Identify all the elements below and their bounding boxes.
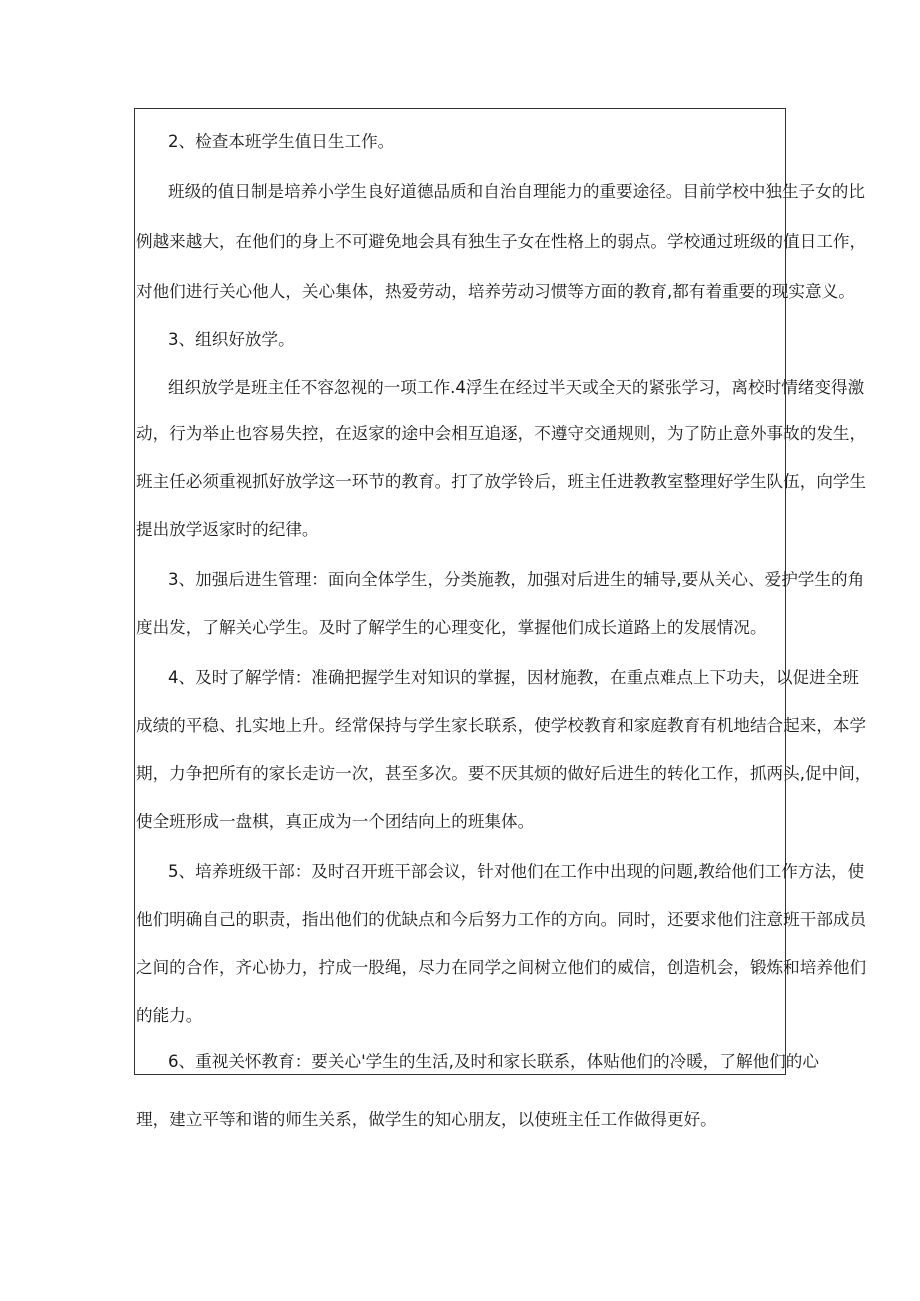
paragraph-line: 的能力。 (136, 1006, 203, 1025)
paragraph-line: 班主任必须重视抓好放学这一环节的教育。打了放学铃后，班主任进教教室整理好学生队伍，向学生 (136, 472, 867, 491)
paragraph-line: 3、加强后进生管理：面向全体学生，分类施教，加强对后进生的辅导,要从关心、爱护学生的角 (168, 570, 865, 589)
paragraph-line: 提出放学返家时的纪律。 (136, 520, 319, 539)
heading-duty-check: 2、检查本班学生值日生工作。 (168, 132, 395, 151)
paragraph-line: 期，力争把所有的家长走访一次，甚至多次。要不厌其烦的做好后进生的转化工作，抓两头,促中间， (136, 764, 872, 783)
paragraph-line: 度出发，了解关心学生。及时了解学生的心理变化，掌握他们成长道路上的发展情况。 (136, 618, 767, 637)
paragraph-line: 6、重视关怀教育：要关心'学生的生活,及时和家长联系，体贴他们的冷暖，了解他们的心 (168, 1052, 819, 1071)
paragraph-line: 例越来越大，在他们的身上不可避免地会具有独生子女在性格上的弱点。学校通过班级的值日工作， (136, 232, 867, 251)
paragraph-line: 班级的值日制是培养小学生良好道德品质和自治自理能力的重要途径。目前学校中独生子女的比 (168, 182, 865, 201)
paragraph-line: 他们明确自己的职责，指出他们的优缺点和今后努力工作的方向。同时，还要求他们注意班干部成员 (136, 910, 867, 929)
paragraph-line: 组织放学是班主任不容忽视的一项工作.4浮生在经过半天或全天的紧张学习，离校时情绪变得激 (168, 378, 865, 397)
paragraph-line-outside: 理，建立平等和谐的师生关系，做学生的知心朋友，以使班主任工作做得更好。 (136, 1110, 717, 1129)
paragraph-line: 成绩的平稳、扎实地上升。经常保持与学生家长联系，使学校教育和家庭教育有机地结合起来，本学 (136, 716, 867, 735)
paragraph-line: 对他们进行关心他人，关心集体，热爱劳动，培养劳动习惯等方面的教育,都有着重要的现实意义。 (136, 282, 855, 301)
paragraph-line: 使全班形成一盘棋，真正成为一个团结向上的班集体。 (136, 812, 535, 831)
paragraph-line: 4、及时了解学情：准确把握学生对知识的掌握，因材施教，在重点难点上下功夫，以促进全班 (168, 668, 859, 687)
paragraph-line: 5、培养班级干部：及时召开班干部会议，针对他们在工作中出现的问题,教给他们工作方法，使 (168, 862, 865, 881)
paragraph-line: 动，行为举止也容易失控，在返家的途中会相互追逐，不遵守交通规则，为了防止意外事故的发生， (136, 424, 867, 443)
heading-dismissal: 3、组织好放学。 (168, 330, 295, 349)
paragraph-line: 之间的合作，齐心协力，拧成一股绳，尽力在同学之间树立他们的威信，创造机会，锻炼和培养他们 (136, 958, 867, 977)
